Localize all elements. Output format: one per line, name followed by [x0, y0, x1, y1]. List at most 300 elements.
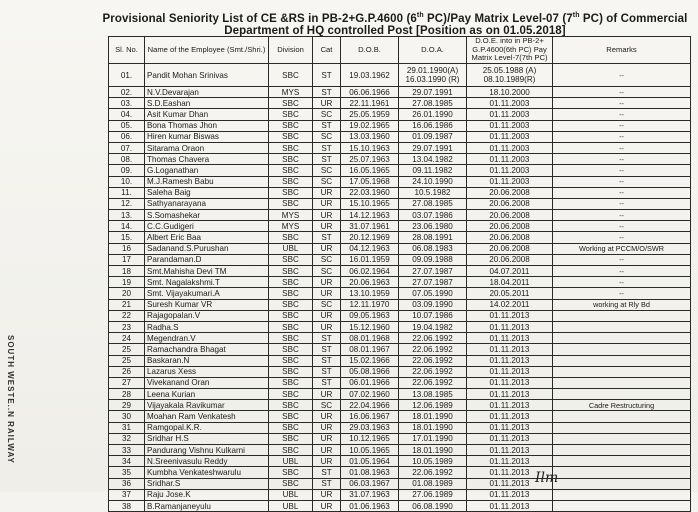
cell-division: UBL: [269, 456, 313, 467]
cell-sl: 02.: [109, 87, 145, 98]
cell-doe: 04.07.2011: [467, 266, 553, 277]
cell-sl: 26: [109, 366, 145, 377]
cell-sl: 03.: [109, 98, 145, 109]
cell-remarks: [553, 355, 691, 366]
cell-doa: 22.06.1992: [399, 377, 467, 388]
cell-doa: 10.5.1982: [399, 187, 467, 198]
table-row: [109, 500, 691, 511]
cell-division: MYS: [269, 210, 313, 221]
cell-dob: 19.02.1965: [341, 120, 399, 131]
cell-division: SBC: [269, 366, 313, 377]
cell-sl: 38: [109, 500, 145, 511]
cell-cat: UR: [313, 411, 341, 422]
cell-division: SBC: [269, 98, 313, 109]
cell-dob: 16.01.1959: [341, 254, 399, 265]
cell-division: SBC: [269, 478, 313, 489]
cell-doe: 01.11.2013: [467, 377, 553, 388]
cell-doa: 18.01.1990: [399, 411, 467, 422]
table-row: [109, 120, 691, 131]
cell-dob: 07.02.1960: [341, 389, 399, 400]
signature-scribble: Ilm: [535, 470, 559, 486]
cell-cat: ST: [313, 467, 341, 478]
cell-doe: 01.11.2013: [467, 500, 553, 511]
cell-sl: 25: [109, 355, 145, 366]
cell-dob: 13.03.1960: [341, 131, 399, 142]
cell-name: Sridhar.S: [145, 478, 269, 489]
cell-division: SBC: [269, 411, 313, 422]
cell-cat: UR: [313, 310, 341, 321]
cell-remarks: --: [553, 64, 691, 87]
cell-remarks: [553, 321, 691, 332]
cell-sl: 04.: [109, 109, 145, 120]
cell-sl: 21: [109, 299, 145, 310]
cell-doa: 09.09.1988: [399, 254, 467, 265]
cell-name: Ramgopal.K.R.: [145, 422, 269, 433]
cell-doa: 10.07.1986: [399, 310, 467, 321]
cell-doe: 01.11.2013: [467, 321, 553, 332]
cell-cat: SC: [313, 131, 341, 142]
cell-remarks: [553, 411, 691, 422]
cell-dob: 01.08.1963: [341, 467, 399, 478]
cell-doa: 12.06.1989: [399, 400, 467, 411]
cell-sl: 11.: [109, 187, 145, 198]
cell-name: Thomas Chavera: [145, 154, 269, 165]
cell-name: Smt. Nagalakshmi.T: [145, 277, 269, 288]
cell-dob: 12.11.1970: [341, 299, 399, 310]
cell-division: SBC: [269, 131, 313, 142]
header-cat: Cat: [313, 37, 341, 64]
table-row: [109, 243, 691, 254]
cell-name: Kumbha Venkateshwarulu: [145, 467, 269, 478]
cell-doe: 01.11.2003: [467, 176, 553, 187]
cell-remarks: --: [553, 277, 691, 288]
cell-cat: ST: [313, 142, 341, 153]
cell-dob: 06.06.1966: [341, 87, 399, 98]
cell-division: SBC: [269, 232, 313, 243]
cell-doe: 01.11.2013: [467, 355, 553, 366]
cell-cat: ST: [313, 355, 341, 366]
cell-doe: 01.11.2013: [467, 366, 553, 377]
cell-remarks: --: [553, 221, 691, 232]
cell-dob: 20.12.1969: [341, 232, 399, 243]
cell-remarks: working at Rly Bd: [553, 299, 691, 310]
table-row: [109, 266, 691, 277]
cell-cat: UR: [313, 489, 341, 500]
cell-name: Sadanand.S.Purushan: [145, 243, 269, 254]
table-row: [109, 355, 691, 366]
cell-remarks: [553, 366, 691, 377]
header-dob: D.O.B.: [341, 37, 399, 64]
cell-cat: ST: [313, 333, 341, 344]
cell-name: N.Sreenivasulu Reddy: [145, 456, 269, 467]
cell-remarks: --: [553, 154, 691, 165]
table-row: [109, 64, 691, 87]
cell-division: SBC: [269, 120, 313, 131]
cell-division: SBC: [269, 142, 313, 153]
cell-name: Suresh Kumar VR: [145, 299, 269, 310]
cell-cat: ST: [313, 478, 341, 489]
cell-doe: 01.11.2013: [467, 400, 553, 411]
cell-name: Pandurang Vishnu Kulkarni: [145, 445, 269, 456]
cell-name: Hiren kumar Biswas: [145, 131, 269, 142]
cell-sl: 05.: [109, 120, 145, 131]
table-row: [109, 210, 691, 221]
cell-name: Rajagopalan.V: [145, 310, 269, 321]
cell-cat: UR: [313, 422, 341, 433]
cell-dob: 09.05.1963: [341, 310, 399, 321]
cell-sl: 25: [109, 344, 145, 355]
table-row: [109, 232, 691, 243]
cell-sl: 29: [109, 400, 145, 411]
cell-cat: UR: [313, 98, 341, 109]
cell-cat: SC: [313, 400, 341, 411]
cell-division: SBC: [269, 187, 313, 198]
cell-division: UBL: [269, 500, 313, 511]
cell-division: SBC: [269, 422, 313, 433]
cell-cat: ST: [313, 154, 341, 165]
cell-doe: 14.02.2011: [467, 299, 553, 310]
header-name: Name of the Employee (Smt./Shri.): [145, 37, 269, 64]
cell-division: SBC: [269, 109, 313, 120]
cell-sl: 06.: [109, 131, 145, 142]
cell-doa: 18.01.1990: [399, 445, 467, 456]
table-row: [109, 389, 691, 400]
cell-doa: 03.07.1986: [399, 210, 467, 221]
cell-name: C.C.Gudigeri: [145, 221, 269, 232]
table-row: [109, 411, 691, 422]
cell-cat: ST: [313, 366, 341, 377]
cell-name: Lazarus Xess: [145, 366, 269, 377]
cell-name: Sitarama Oraon: [145, 142, 269, 153]
cell-division: SBC: [269, 176, 313, 187]
cell-remarks: [553, 333, 691, 344]
cell-cat: UR: [313, 210, 341, 221]
cell-sl: 20: [109, 288, 145, 299]
cell-cat: ST: [313, 120, 341, 131]
cell-dob: 19.03.1962: [341, 64, 399, 87]
cell-doe: 01.11.2013: [467, 445, 553, 456]
cell-doa: 22.06.1992: [399, 333, 467, 344]
cell-name: Sathyanarayana: [145, 198, 269, 209]
cell-dob: 22.11.1961: [341, 98, 399, 109]
cell-remarks: --: [553, 266, 691, 277]
cell-name: G.Loganathan: [145, 165, 269, 176]
cell-sl: 13.: [109, 210, 145, 221]
cell-sl: 07.: [109, 142, 145, 153]
cell-doe: 20.06.2008: [467, 198, 553, 209]
cell-name: Raju Jose.K: [145, 489, 269, 500]
cell-sl: 09.: [109, 165, 145, 176]
table-row: [109, 445, 691, 456]
header-sl: Sl. No.: [109, 37, 145, 64]
cell-sl: 12.: [109, 198, 145, 209]
header-remarks: Remarks: [553, 37, 691, 64]
cell-doa: 27.07.1987: [399, 266, 467, 277]
cell-doe: 01.11.2013: [467, 389, 553, 400]
table-row: [109, 142, 691, 153]
cell-dob: 15.10.1963: [341, 142, 399, 153]
cell-name: Baskaran.N: [145, 355, 269, 366]
table-row: [109, 310, 691, 321]
cell-remarks: [553, 478, 691, 489]
cell-doa: 29.07.1991: [399, 87, 467, 98]
header-doe: D.O.E. into in PB-2+ G.P.4600(6th PC) Pay Matrix Level-7(7th PC): [467, 37, 553, 64]
cell-doe: 20.06.2008: [467, 254, 553, 265]
cell-remarks: --: [553, 288, 691, 299]
cell-name: Ramachandra Bhagat: [145, 344, 269, 355]
cell-dob: 04.12.1963: [341, 243, 399, 254]
cell-remarks: [553, 467, 691, 478]
cell-sl: 24: [109, 333, 145, 344]
cell-dob: 22.03.1960: [341, 187, 399, 198]
cell-remarks: --: [553, 87, 691, 98]
cell-division: SBC: [269, 389, 313, 400]
cell-dob: 10.05.1965: [341, 445, 399, 456]
cell-doe: 01.11.2013: [467, 333, 553, 344]
cell-doa: 22.06.1992: [399, 366, 467, 377]
table-header-row: [109, 37, 691, 64]
cell-remarks: [553, 344, 691, 355]
cell-doa: 26.01.1990: [399, 109, 467, 120]
cell-doa: 28.08.1991: [399, 232, 467, 243]
cell-doa: 27.06.1989: [399, 489, 467, 500]
table-row: [109, 456, 691, 467]
cell-remarks: [553, 422, 691, 433]
cell-dob: 01.06.1963: [341, 500, 399, 511]
cell-division: SBC: [269, 299, 313, 310]
cell-doa: 01.09.1987: [399, 131, 467, 142]
cell-doe: 01.11.2003: [467, 165, 553, 176]
table-row: [109, 400, 691, 411]
cell-remarks: [553, 389, 691, 400]
table-row: [109, 333, 691, 344]
cell-sl: 17: [109, 254, 145, 265]
cell-doe: 01.11.2013: [467, 344, 553, 355]
cell-division: SBC: [269, 288, 313, 299]
cell-cat: SC: [313, 165, 341, 176]
cell-remarks: [553, 445, 691, 456]
cell-sl: 27: [109, 377, 145, 388]
cell-cat: UR: [313, 288, 341, 299]
cell-doe: 01.11.2013: [467, 422, 553, 433]
cell-dob: 10.12.1965: [341, 433, 399, 444]
cell-cat: UR: [313, 221, 341, 232]
cell-cat: UR: [313, 445, 341, 456]
table-row: [109, 344, 691, 355]
cell-doe: 01.11.2003: [467, 131, 553, 142]
cell-doa: 29.01.1990(A) 16.03.1990 (R): [399, 64, 467, 87]
cell-dob: 15.12.1960: [341, 321, 399, 332]
cell-name: Asit Kumar Dhan: [145, 109, 269, 120]
cell-doa: 10.05.1989: [399, 456, 467, 467]
cell-dob: 22.04.1966: [341, 400, 399, 411]
cell-name: Albert Eric Baa: [145, 232, 269, 243]
cell-doa: 23.06.1980: [399, 221, 467, 232]
cell-name: B.Ramanjaneyulu: [145, 500, 269, 511]
cell-dob: 15.02.1966: [341, 355, 399, 366]
cell-doa: 22.06.1992: [399, 467, 467, 478]
cell-dob: 13.10.1959: [341, 288, 399, 299]
cell-sl: 19: [109, 277, 145, 288]
cell-dob: 08.01.1968: [341, 333, 399, 344]
cell-sl: 15.: [109, 232, 145, 243]
cell-remarks: --: [553, 98, 691, 109]
cell-dob: 14.12.1963: [341, 210, 399, 221]
cell-sl: 35: [109, 467, 145, 478]
cell-remarks: --: [553, 142, 691, 153]
cell-cat: SC: [313, 109, 341, 120]
cell-doe: 01.11.2013: [467, 411, 553, 422]
table-row: [109, 277, 691, 288]
cell-division: SBC: [269, 344, 313, 355]
cell-cat: SC: [313, 176, 341, 187]
cell-dob: 31.07.1963: [341, 489, 399, 500]
cell-cat: SC: [313, 299, 341, 310]
cell-doe: 01.11.2013: [467, 456, 553, 467]
cell-doe: 20.05.2011: [467, 288, 553, 299]
cell-doe: 01.11.2003: [467, 154, 553, 165]
cell-sl: 28: [109, 389, 145, 400]
railway-side-stamp: SOUTH WESTE..N RAILWAY: [6, 335, 15, 464]
cell-doe: 18.04.2011: [467, 277, 553, 288]
cell-dob: 25.05.1959: [341, 109, 399, 120]
cell-doa: 18.01.1990: [399, 422, 467, 433]
table-row: [109, 321, 691, 332]
cell-name: Vijayakala Ravikumar: [145, 400, 269, 411]
cell-cat: SC: [313, 266, 341, 277]
cell-sl: 18: [109, 266, 145, 277]
cell-division: SBC: [269, 277, 313, 288]
cell-name: Parandaman.D: [145, 254, 269, 265]
cell-doa: 07.05.1990: [399, 288, 467, 299]
cell-name: Radha.S: [145, 321, 269, 332]
cell-name: Bona Thomas Jhon: [145, 120, 269, 131]
cell-doe: 01.11.2003: [467, 142, 553, 153]
cell-remarks: --: [553, 120, 691, 131]
cell-division: SBC: [269, 254, 313, 265]
cell-doa: 27.07.1987: [399, 277, 467, 288]
table-row: [109, 165, 691, 176]
cell-doa: 09.11.1982: [399, 165, 467, 176]
cell-name: Megendran.V: [145, 333, 269, 344]
cell-name: Smt. Vijayakumari.A: [145, 288, 269, 299]
cell-cat: SC: [313, 254, 341, 265]
cell-cat: UR: [313, 433, 341, 444]
cell-name: Vivekanand Oran: [145, 377, 269, 388]
cell-sl: 16: [109, 243, 145, 254]
cell-remarks: [553, 489, 691, 500]
cell-doe: 01.11.2003: [467, 98, 553, 109]
cell-doa: 13.08.1985: [399, 389, 467, 400]
cell-doe: 01.11.2003: [467, 120, 553, 131]
cell-doa: 06.08.1983: [399, 243, 467, 254]
table-row: [109, 489, 691, 500]
cell-remarks: --: [553, 232, 691, 243]
cell-cat: ST: [313, 344, 341, 355]
cell-dob: 15.10.1965: [341, 198, 399, 209]
cell-division: SBC: [269, 333, 313, 344]
cell-cat: UR: [313, 389, 341, 400]
cell-dob: 16.05.1965: [341, 165, 399, 176]
cell-dob: 29.03.1963: [341, 422, 399, 433]
cell-doa: 27.08.1985: [399, 98, 467, 109]
cell-remarks: --: [553, 254, 691, 265]
cell-remarks: [553, 433, 691, 444]
cell-name: Sridhar H.S: [145, 433, 269, 444]
cell-cat: UR: [313, 500, 341, 511]
cell-remarks: [553, 456, 691, 467]
cell-doa: 22.06.1992: [399, 344, 467, 355]
cell-sl: 30: [109, 411, 145, 422]
cell-sl: 31: [109, 422, 145, 433]
cell-name: Pandit Mohan Srinivas: [145, 64, 269, 87]
cell-cat: ST: [313, 64, 341, 87]
cell-division: UBL: [269, 243, 313, 254]
cell-name: N.V.Devarajan: [145, 87, 269, 98]
cell-doe: 20.06.2008: [467, 243, 553, 254]
cell-remarks: --: [553, 165, 691, 176]
cell-remarks: [553, 500, 691, 511]
cell-dob: 08.01.1967: [341, 344, 399, 355]
cell-division: SBC: [269, 467, 313, 478]
cell-doa: 22.06.1992: [399, 355, 467, 366]
cell-sl: 36: [109, 478, 145, 489]
cell-name: Leena Kurian: [145, 389, 269, 400]
seniority-table: [108, 36, 691, 512]
header-doa: D.O.A.: [399, 37, 467, 64]
cell-division: SBC: [269, 310, 313, 321]
cell-dob: 17.05.1968: [341, 176, 399, 187]
cell-dob: 16.06.1967: [341, 411, 399, 422]
cell-name: Smt.Mahisha Devi TM: [145, 266, 269, 277]
table-row: [109, 366, 691, 377]
cell-remarks: --: [553, 210, 691, 221]
cell-sl: 22: [109, 310, 145, 321]
cell-cat: ST: [313, 87, 341, 98]
cell-dob: 20.06.1963: [341, 277, 399, 288]
cell-sl: 33: [109, 445, 145, 456]
table-row: [109, 288, 691, 299]
cell-doe: 18.10.2000: [467, 87, 553, 98]
cell-remarks: [553, 377, 691, 388]
cell-sl: 08.: [109, 154, 145, 165]
cell-remarks: --: [553, 176, 691, 187]
cell-dob: 31.07.1961: [341, 221, 399, 232]
document-title: [100, 10, 690, 37]
table-row: [109, 478, 691, 489]
cell-remarks: --: [553, 131, 691, 142]
cell-doa: 01.08.1989: [399, 478, 467, 489]
table-row: [109, 377, 691, 388]
cell-doe: 01.11.2013: [467, 489, 553, 500]
cell-remarks: --: [553, 109, 691, 120]
cell-sl: 34: [109, 456, 145, 467]
cell-doe: 01.11.2013: [467, 467, 553, 478]
cell-sl: 10.: [109, 176, 145, 187]
cell-doe: 20.06.2008: [467, 221, 553, 232]
cell-remarks: [553, 310, 691, 321]
cell-cat: UR: [313, 187, 341, 198]
table-row: [109, 198, 691, 209]
cell-name: S.D.Eashan: [145, 98, 269, 109]
cell-doe: 20.06.2008: [467, 232, 553, 243]
title-line-2: Department of HQ controlled Post [Position as on 01.05.2018]: [224, 24, 566, 37]
table-row: [109, 254, 691, 265]
cell-doe: 25.05.1988 (A) 08.10.1989(R): [467, 64, 553, 87]
table-row: [109, 422, 691, 433]
cell-dob: 06.02.1964: [341, 266, 399, 277]
table-row: [109, 131, 691, 142]
